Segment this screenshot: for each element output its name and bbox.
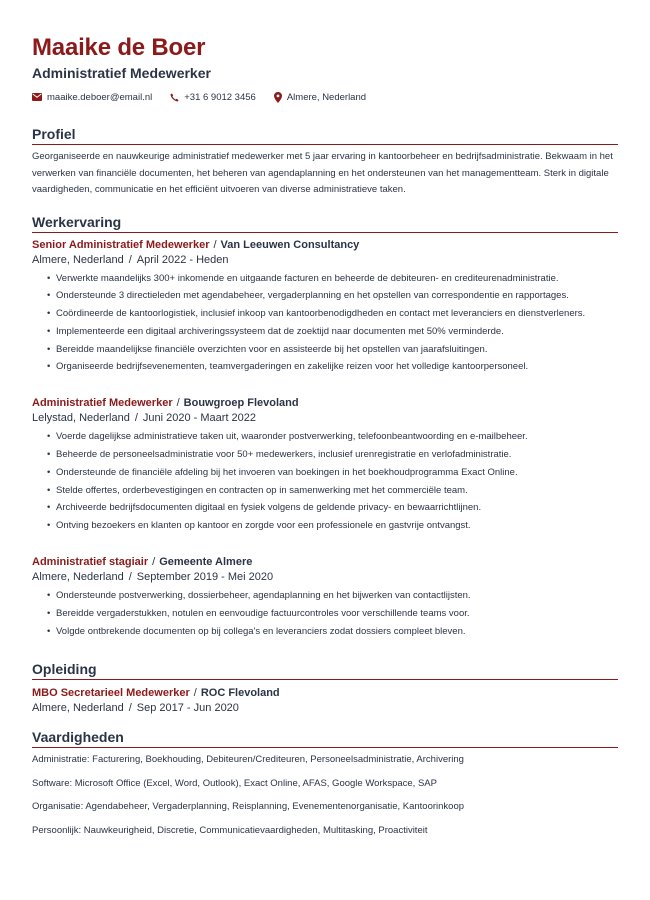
separator: /	[193, 687, 197, 700]
phone-icon	[170, 93, 179, 102]
list-item: • Ondersteunde de financiële afdeling bij het invoeren van boekingen in het boekhoudprogramma Exact Online.	[47, 464, 618, 482]
separator: /	[176, 397, 180, 410]
location-pin-icon	[274, 92, 282, 103]
list-item: • Volgde ontbrekende documenten op bij collega's en leveranciers zodat dossiers compleet bleven.	[47, 623, 618, 641]
list-item: • Archiveerde bedrijfsdocumenten digitaal en fysiek volgens de geldende privacy- en bewaarrichtlijnen.	[47, 499, 618, 517]
separator: /	[152, 556, 156, 569]
list-item: • Ondersteunde postverwerking, dossierbeheer, agendaplanning en het bijwerken van contactlijsten.	[47, 587, 618, 605]
skill-line: Software: Microsoft Office (Excel, Word, Outlook), Exact Online, AFAS, Google Workspace, SAP	[32, 777, 437, 789]
skills-section	[32, 728, 618, 838]
job-heading	[32, 396, 618, 411]
job-period: Juni 2020 - Maart 2022	[142, 412, 257, 425]
education-location: Almere, Nederland	[32, 702, 124, 715]
job-bullets	[47, 587, 618, 640]
profile-text: Georganiseerde en nauwkeurige administratief medewerker met 5 jaar ervaring in kantoorbeheer en bedrijfsadministratie. Bekwaam in het verwerken van financiële documenten, het beheren van agendaplanning en het ondersteunen van het managementteam. Sterk in digitale vaardigheden, communicatie en het efficiënt uitvoeren van diverse administratieve taken.	[32, 151, 613, 195]
job-location: Lelystad, Nederland	[32, 412, 130, 425]
list-item: • Beheerde de personeelsadministratie voor 50+ medewerkers, inclusief urenregistratie en verlofadministratie.	[47, 446, 618, 464]
job-role: Senior Administratief Medewerker	[32, 238, 210, 251]
job-meta	[32, 253, 618, 268]
separator: /	[213, 238, 217, 251]
list-item: • Verwerkte maandelijks 300+ inkomende en uitgaande facturen en beheerde de debiteuren- en crediteurenadministratie.	[47, 270, 618, 288]
list-item: • Ondersteunde 3 directieleden met agendabeheer, vergaderplanning en het opstellen van correspondentie en rapportages.	[47, 287, 618, 305]
job-bullets	[47, 428, 618, 535]
list-item: • Bereidde maandelijkse financiële overzichten voor en assisteerde bij het opstellen van jaarafsluitingen.	[47, 341, 618, 359]
education-meta	[32, 701, 618, 716]
contact-email[interactable]	[32, 92, 152, 103]
job-entry	[32, 396, 618, 535]
education-heading-line	[32, 686, 618, 701]
job-meta	[32, 570, 618, 585]
education-entry	[32, 686, 618, 716]
job-role: Administratief Medewerker	[32, 397, 173, 410]
list-item: • Ontving bezoekers en klanten op kantoor en zorgde voor een professionele en gastvrije ontvangst.	[47, 517, 618, 535]
list-item: • Implementeerde een digitaal archiveringssysteem dat de zoektijd naar documenten met 50% verminderde.	[47, 323, 618, 341]
list-item: • Stelde offertes, orderbevestigingen en contracten op in samenwerking met het commerciële team.	[47, 482, 618, 500]
education-period: Sep 2017 - Jun 2020	[136, 702, 239, 715]
skills-heading: Vaardigheden	[32, 728, 618, 748]
job-bullets	[47, 270, 618, 377]
list-item: • Organiseerde bedrijfsevenementen, teamvergaderingen en zakelijke reizen voor het volledige kantoorpersoneel.	[47, 358, 618, 376]
email-text: maaike.deboer@email.nl	[47, 91, 153, 103]
job-location: Almere, Nederland	[32, 571, 124, 584]
education-section	[32, 660, 618, 716]
list-item: • Bereidde vergaderstukken, notulen en eenvoudige factuurcontroles voor verschillende teams voor.	[47, 605, 618, 623]
separator: /	[128, 702, 132, 715]
experience-section	[32, 213, 618, 641]
phone-text: +31 6 9012 3456	[184, 91, 256, 103]
job-company: Bouwgroep Flevoland	[183, 397, 299, 410]
list-item: • Coördineerde de kantoorlogistiek, inclusief inkoop van kantoorbenodigdheden en contact met leveranciers en dienstverleners.	[47, 305, 618, 323]
contact-bar	[32, 90, 618, 104]
separator: /	[128, 571, 132, 584]
education-school: ROC Flevoland	[200, 687, 280, 700]
skill-line: Persoonlijk: Nauwkeurigheid, Discretie, Communicatievaardigheden, Multitasking, Proactiviteit	[32, 824, 428, 836]
contact-phone[interactable]	[170, 92, 256, 103]
job-period: September 2019 - Mei 2020	[136, 571, 274, 584]
resume-header	[32, 34, 618, 104]
profile-section	[32, 125, 618, 199]
experience-heading: Werkervaring	[32, 213, 618, 233]
job-company: Gemeente Almere	[159, 556, 253, 569]
job-meta	[32, 411, 618, 426]
resume	[32, 34, 618, 838]
skill-line: Administratie: Facturering, Boekhouding, Debiteuren/Crediteuren, Personeelsadministratie, Archivering	[32, 754, 464, 766]
job-company: Van Leeuwen Consultancy	[220, 238, 360, 251]
education-degree: MBO Secretarieel Medewerker	[32, 687, 190, 700]
job-entry	[32, 555, 618, 640]
mail-icon	[32, 93, 42, 101]
contact-location	[274, 92, 366, 103]
separator: /	[134, 412, 138, 425]
job-role: Administratief stagiair	[32, 556, 149, 569]
job-title: Administratief Medewerker	[32, 65, 211, 81]
job-entry	[32, 238, 618, 377]
candidate-name: Maaike de Boer	[32, 34, 206, 61]
list-item: • Voerde dagelijkse administratieve taken uit, waaronder postverwerking, telefoonbeantwoording en e-mailbeheer.	[47, 428, 618, 446]
education-heading: Opleiding	[32, 660, 618, 680]
job-heading	[32, 238, 618, 253]
job-heading	[32, 555, 618, 570]
job-period: April 2022 - Heden	[136, 253, 229, 266]
profile-heading: Profiel	[32, 125, 618, 145]
job-location: Almere, Nederland	[32, 253, 124, 266]
location-text: Almere, Nederland	[286, 91, 367, 103]
skill-line: Organisatie: Agendabeheer, Vergaderplanning, Reisplanning, Evenementenorganisatie, Kantoorinkoop	[32, 801, 465, 813]
separator: /	[128, 253, 132, 266]
